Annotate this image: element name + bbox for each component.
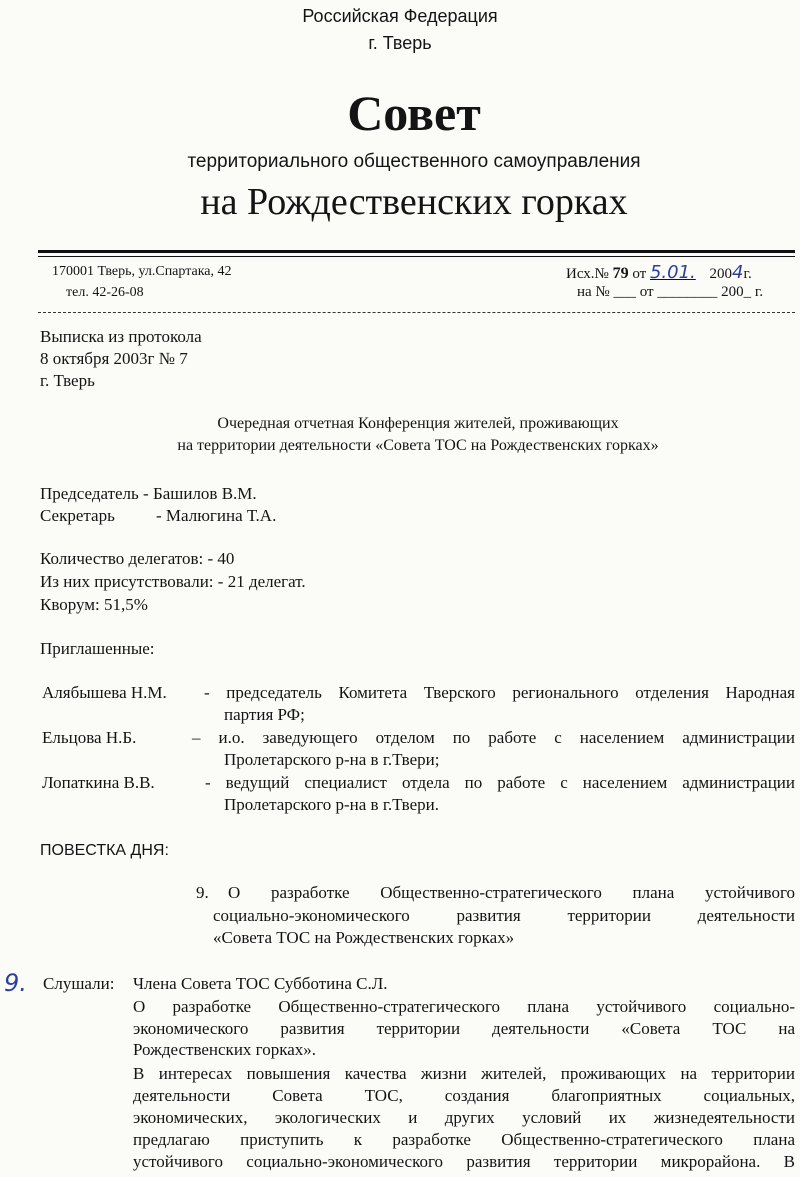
invited-role: - председатель Комитета Тверского регионального отделения Народная — [204, 683, 795, 702]
handwritten-year-digit: 4 — [732, 262, 744, 283]
phone: тел. 42-26-08 — [66, 285, 144, 300]
speaker: Члена Совета ТОС Субботина С.Л. — [133, 974, 388, 993]
protocol-date: 8 октября 2003г № 7 — [40, 349, 188, 368]
outgoing-number: 79 — [612, 265, 629, 282]
outgoing-from: от — [632, 266, 647, 282]
header-rule-thin — [38, 256, 795, 257]
topic-line: Рождественских горках». — [133, 1040, 317, 1059]
invited-name: Алябышева Н.М. — [42, 683, 167, 702]
invited-name: Ельцова Н.Б. — [42, 728, 137, 747]
present-count: Из них присутствовали: - 21 делегат. — [40, 572, 306, 591]
extract-city: г. Тверь — [40, 371, 95, 390]
chairman: Председатель - Башилов В.М. — [40, 484, 257, 503]
document-title: Совет — [347, 85, 481, 141]
secretary-value: - Малюгина Т.А. — [156, 506, 277, 525]
agenda-item-line: социально-экономического развития территории деятельности — [213, 906, 795, 925]
agenda-item-line: «Совета ТОС на Рождественских горках» — [213, 928, 515, 947]
country-line: Российская Федерация — [302, 6, 498, 26]
invited-role-continued: Пролетарского р-на в г.Твери; — [224, 750, 440, 769]
outgoing-number-line — [566, 262, 752, 283]
heard-label: Слушали: — [43, 974, 115, 993]
header-rule-thick — [38, 250, 795, 253]
extract-title: Выписка из протокола — [40, 327, 202, 346]
document-subtitle: территориального общественного самоуправления — [187, 151, 641, 172]
speech-line: деятельности Совета ТОС, создания благоприятных социальных, — [133, 1086, 795, 1105]
invited-heading: Приглашенные: — [40, 639, 155, 658]
agenda-item-line: О разработке Общественно-стратегического плана устойчивого — [228, 883, 795, 902]
organization-name: на Рождественских горках — [200, 181, 628, 223]
secretary-label: Секретарь — [40, 506, 115, 525]
quorum: Кворум: 51,5% — [40, 595, 148, 614]
speech-line: предлагаю приступить к разработке Общественно-стратегического плана — [133, 1130, 795, 1149]
handwritten-date: 5.01. — [649, 262, 696, 283]
delegates-count: Количество делегатов: - 40 — [40, 549, 235, 568]
invited-role: – и.о. заведующего отделом по работе с населением администрации — [192, 728, 795, 747]
conference-line-1: Очередная отчетная Конференция жителей, проживающих — [217, 415, 619, 432]
invited-role-continued: партия РФ; — [224, 705, 305, 724]
year-suffix: г. — [743, 266, 752, 282]
agenda-item-number: 9. — [196, 883, 209, 902]
conference-line-2: на территории деятельности «Совета ТОС на Рождественских горках» — [177, 437, 659, 454]
invited-name: Лопаткина В.В. — [42, 773, 155, 792]
invited-role-continued: Пролетарского р-на в г.Твери. — [224, 795, 439, 814]
outgoing-prefix: Исх.№ — [566, 266, 609, 282]
topic-line: О разработке Общественно-стратегического плана устойчивого социально- — [133, 997, 795, 1016]
city-line: г. Тверь — [368, 33, 432, 53]
handwritten-item-number: 9. — [4, 969, 27, 997]
dashed-separator — [38, 312, 795, 313]
year-prefix: 200 — [709, 266, 733, 282]
speech-line: В интересах повышения качества жизни жителей, проживающих на территории — [133, 1064, 795, 1083]
agenda-heading: ПОВЕСТКА ДНЯ: — [40, 842, 169, 859]
invited-role: - ведущий специалист отдела по работе с населением администрации — [205, 773, 795, 792]
reply-line: на № ___ от ________ 200_ г. — [577, 284, 764, 300]
address: 170001 Тверь, ул.Спартака, 42 — [52, 264, 232, 279]
speech-line: устойчивого социально-экономического развития территории микрорайона. В — [133, 1152, 795, 1171]
speech-line: экономических, экологических и других условий их жизнедеятельности — [133, 1108, 795, 1127]
topic-line: экономического развития территории деятельности «Совета ТОС на — [133, 1019, 795, 1038]
